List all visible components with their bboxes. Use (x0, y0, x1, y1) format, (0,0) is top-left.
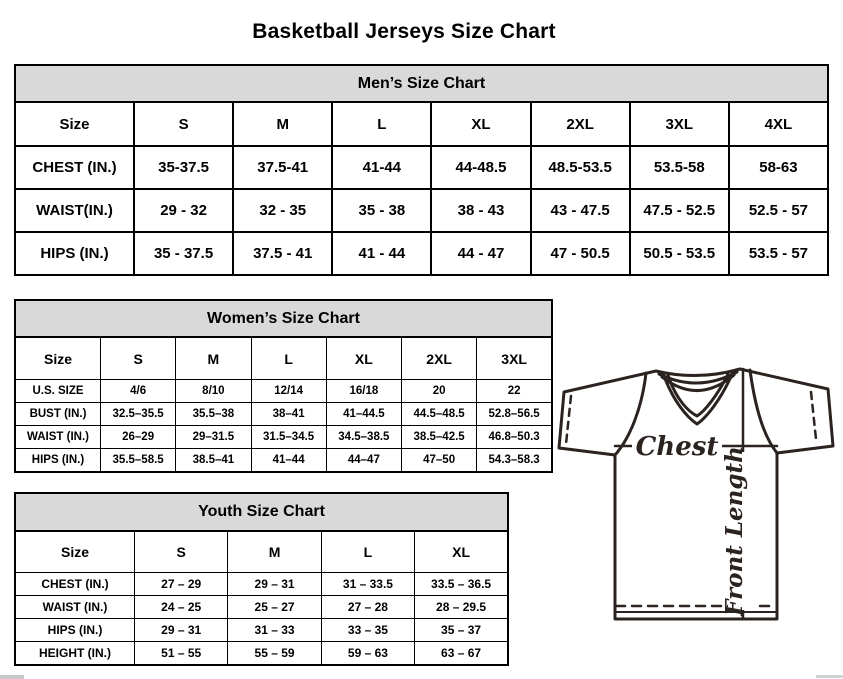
size-value-cell: 59 – 63 (321, 642, 414, 666)
size-value-cell: 54.3–58.3 (477, 449, 552, 473)
column-header: Size (15, 337, 101, 380)
table-row (15, 642, 508, 666)
size-value-cell: 32 - 35 (233, 189, 332, 232)
column-header: 4XL (729, 102, 828, 146)
row-label: CHEST (IN.) (15, 573, 135, 596)
row-label: HIPS (IN.) (15, 619, 135, 642)
column-header: L (332, 102, 431, 146)
header-row (15, 531, 508, 573)
row-label: HEIGHT (IN.) (15, 642, 135, 666)
size-value-cell: 41-44 (332, 146, 431, 189)
size-value-cell: 31.5–34.5 (251, 426, 326, 449)
size-value-cell: 31 – 33 (228, 619, 321, 642)
table-row (15, 146, 828, 189)
size-value-cell: 55 – 59 (228, 642, 321, 666)
size-value-cell: 43 - 47.5 (531, 189, 630, 232)
size-value-cell: 35 - 38 (332, 189, 431, 232)
front-length-label: Front Length (721, 446, 748, 616)
size-value-cell: 38–41 (251, 403, 326, 426)
scrollbar-right-fragment[interactable] (816, 675, 843, 678)
youth-chart-title: Youth Size Chart (14, 492, 509, 532)
column-header: XL (326, 337, 401, 380)
table-row (15, 189, 828, 232)
size-value-cell: 34.5–38.5 (326, 426, 401, 449)
size-value-cell: 12/14 (251, 380, 326, 403)
mens-size-chart (14, 64, 829, 276)
size-value-cell: 58-63 (729, 146, 828, 189)
size-value-cell: 44.5–48.5 (402, 403, 477, 426)
size-value-cell: 35 - 37.5 (134, 232, 233, 275)
womens-size-table (14, 336, 553, 473)
size-value-cell: 29 – 31 (135, 619, 228, 642)
header-row (15, 337, 552, 380)
row-label: WAIST (IN.) (15, 596, 135, 619)
table-row (15, 449, 552, 473)
size-value-cell: 41–44 (251, 449, 326, 473)
column-header: 3XL (477, 337, 552, 380)
column-header: M (176, 337, 251, 380)
size-value-cell: 33 – 35 (321, 619, 414, 642)
table-row (15, 596, 508, 619)
youth-size-chart (14, 492, 509, 666)
scrollbar-left-fragment[interactable] (0, 675, 24, 679)
column-header: XL (431, 102, 530, 146)
size-value-cell: 25 – 27 (228, 596, 321, 619)
table-row (15, 232, 828, 275)
size-value-cell: 37.5-41 (233, 146, 332, 189)
youth-size-table (14, 530, 509, 666)
size-value-cell: 26–29 (101, 426, 176, 449)
row-label: WAIST (IN.) (15, 426, 101, 449)
column-header: 2XL (531, 102, 630, 146)
size-value-cell: 47.5 - 52.5 (630, 189, 729, 232)
jersey-diagram-svg (556, 360, 843, 632)
size-value-cell: 35-37.5 (134, 146, 233, 189)
size-value-cell: 47–50 (402, 449, 477, 473)
jersey-measurement-diagram (556, 360, 843, 632)
column-header: 3XL (630, 102, 729, 146)
row-label: WAIST(IN.) (15, 189, 134, 232)
mens-size-table (14, 101, 829, 276)
column-header: 2XL (402, 337, 477, 380)
size-value-cell: 24 – 25 (135, 596, 228, 619)
size-value-cell: 44-48.5 (431, 146, 530, 189)
row-label: CHEST (IN.) (15, 146, 134, 189)
size-value-cell: 38 - 43 (431, 189, 530, 232)
size-value-cell: 41 - 44 (332, 232, 431, 275)
size-value-cell: 41–44.5 (326, 403, 401, 426)
column-header: Size (15, 102, 134, 146)
size-value-cell: 46.8–50.3 (477, 426, 552, 449)
size-value-cell: 27 – 28 (321, 596, 414, 619)
column-header: S (101, 337, 176, 380)
size-value-cell: 29–31.5 (176, 426, 251, 449)
size-value-cell: 8/10 (176, 380, 251, 403)
size-value-cell: 52.8–56.5 (477, 403, 552, 426)
size-value-cell: 37.5 - 41 (233, 232, 332, 275)
size-value-cell: 35.5–58.5 (101, 449, 176, 473)
table-row (15, 426, 552, 449)
size-value-cell: 32.5–35.5 (101, 403, 176, 426)
mens-chart-title: Men’s Size Chart (14, 64, 829, 103)
size-value-cell: 20 (402, 380, 477, 403)
table-row (15, 573, 508, 596)
header-row (15, 102, 828, 146)
column-header: S (135, 531, 228, 573)
column-header: XL (415, 531, 508, 573)
chest-label: Chest (635, 432, 719, 462)
size-value-cell: 33.5 – 36.5 (415, 573, 508, 596)
column-header: Size (15, 531, 135, 573)
size-value-cell: 16/18 (326, 380, 401, 403)
column-header: S (134, 102, 233, 146)
size-value-cell: 63 – 67 (415, 642, 508, 666)
size-value-cell: 31 – 33.5 (321, 573, 414, 596)
row-label: BUST (IN.) (15, 403, 101, 426)
size-value-cell: 27 – 29 (135, 573, 228, 596)
size-value-cell: 53.5 - 57 (729, 232, 828, 275)
table-row (15, 619, 508, 642)
size-value-cell: 51 – 55 (135, 642, 228, 666)
size-value-cell: 52.5 - 57 (729, 189, 828, 232)
row-label: HIPS (IN.) (15, 232, 134, 275)
size-value-cell: 38.5–41 (176, 449, 251, 473)
size-value-cell: 35.5–38 (176, 403, 251, 426)
size-value-cell: 38.5–42.5 (402, 426, 477, 449)
row-label: U.S. SIZE (15, 380, 101, 403)
size-value-cell: 53.5-58 (630, 146, 729, 189)
column-header: M (228, 531, 321, 573)
size-value-cell: 47 - 50.5 (531, 232, 630, 275)
size-value-cell: 48.5-53.5 (531, 146, 630, 189)
table-row (15, 380, 552, 403)
size-value-cell: 29 – 31 (228, 573, 321, 596)
size-value-cell: 44 - 47 (431, 232, 530, 275)
size-value-cell: 50.5 - 53.5 (630, 232, 729, 275)
size-value-cell: 4/6 (101, 380, 176, 403)
womens-chart-title: Women’s Size Chart (14, 299, 553, 338)
size-value-cell: 22 (477, 380, 552, 403)
page-title: Basketball Jerseys Size Chart (252, 20, 556, 44)
womens-size-chart (14, 299, 553, 473)
size-value-cell: 35 – 37 (415, 619, 508, 642)
column-header: M (233, 102, 332, 146)
row-label: HIPS (IN.) (15, 449, 101, 473)
table-row (15, 403, 552, 426)
size-value-cell: 29 - 32 (134, 189, 233, 232)
column-header: L (251, 337, 326, 380)
column-header: L (321, 531, 414, 573)
size-value-cell: 44–47 (326, 449, 401, 473)
size-value-cell: 28 – 29.5 (415, 596, 508, 619)
